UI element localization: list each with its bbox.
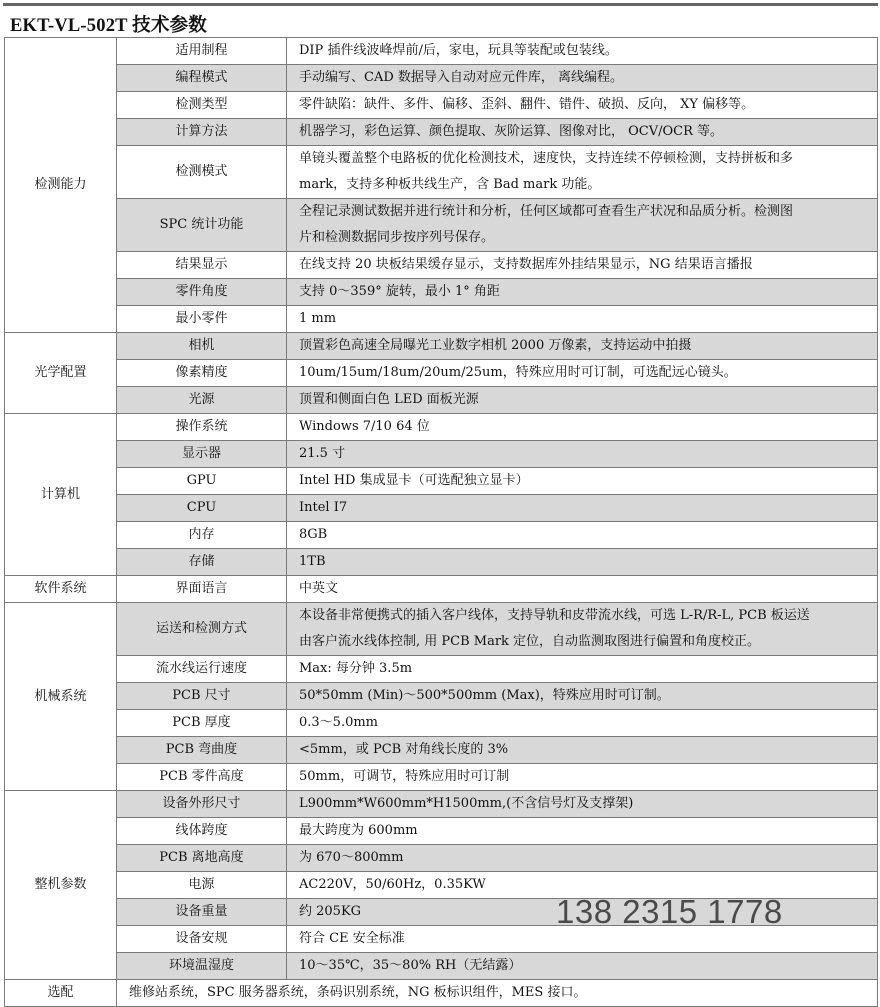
param-name-cell: 检测模式 bbox=[117, 146, 287, 199]
param-name-cell: 内存 bbox=[117, 522, 287, 549]
param-value-cell: 50*50mm (Min)～500*500mm (Max)，特殊应用时可订制。 bbox=[287, 683, 878, 710]
param-value-line: 全程记录测试数据并进行统计和分析，任何区域都可查看生产状况和品质分析。检测图 bbox=[299, 204, 794, 219]
category-cell: 机械系统 bbox=[5, 603, 117, 791]
table-row bbox=[5, 468, 878, 495]
table-row bbox=[5, 818, 878, 845]
table-row bbox=[5, 387, 878, 414]
param-name-cell: PCB 零件高度 bbox=[117, 764, 287, 791]
param-name-cell: SPC 统计功能 bbox=[117, 199, 287, 252]
table-row bbox=[5, 65, 878, 92]
param-value-line: 由客户流水线体控制, 用 PCB Mark 定位，自动监测取图进行偏置和角度校正。 bbox=[299, 634, 761, 649]
param-name-cell: 光源 bbox=[117, 387, 287, 414]
param-name-cell: 操作系统 bbox=[117, 414, 287, 441]
table-row bbox=[5, 656, 878, 683]
param-name-cell: 运送和检测方式 bbox=[117, 603, 287, 656]
table-row bbox=[5, 414, 878, 441]
param-name-cell: CPU bbox=[117, 495, 287, 522]
param-value-cell: 50mm，可调节，特殊应用时可订制 bbox=[287, 764, 878, 791]
param-value-cell: Intel I7 bbox=[287, 495, 878, 522]
param-value-cell: L900mm*W600mm*H1500mm,(不含信号灯及支撑架) bbox=[287, 791, 878, 818]
table-row bbox=[5, 252, 878, 279]
param-value-cell: 约 205KG bbox=[287, 899, 878, 926]
param-name-cell: 环境温湿度 bbox=[117, 953, 287, 980]
category-cell: 整机参数 bbox=[5, 791, 117, 980]
table-row bbox=[5, 683, 878, 710]
param-name-cell: 设备重量 bbox=[117, 899, 287, 926]
options-value-cell: 维修站系统，SPC 服务器系统，条码识别系统，NG 板标识组件，MES 接口。 bbox=[117, 980, 878, 1007]
table-row bbox=[5, 495, 878, 522]
param-value-cell: 顶置和侧面白色 LED 面板光源 bbox=[287, 387, 878, 414]
param-value-cell: Max: 每分钟 3.5m bbox=[287, 656, 878, 683]
param-name-cell: 设备安规 bbox=[117, 926, 287, 953]
param-value-cell bbox=[287, 199, 878, 252]
param-name-cell: 计算方法 bbox=[117, 119, 287, 146]
category-cell: 检测能力 bbox=[5, 38, 117, 333]
table-row bbox=[5, 119, 878, 146]
param-value-cell: <5mm，或 PCB 对角线长度的 3% bbox=[287, 737, 878, 764]
param-value-line: 本设备非常便携式的插入客户线体，支持导轨和皮带流水线，可选 L-R/R-L, PCB 板运送 bbox=[299, 608, 810, 623]
param-value-cell: 最大跨度为 600mm bbox=[287, 818, 878, 845]
param-value-line: 片和检测数据同步按序列号保存。 bbox=[299, 230, 495, 245]
spec-table bbox=[4, 37, 878, 1007]
table-row bbox=[5, 791, 878, 818]
param-value-cell: 1 mm bbox=[287, 306, 878, 333]
param-value-cell: 10～35℃，35～80% RH（无结露） bbox=[287, 953, 878, 980]
table-row bbox=[5, 980, 878, 1007]
table-row bbox=[5, 953, 878, 980]
table-row bbox=[5, 522, 878, 549]
category-cell: 计算机 bbox=[5, 414, 117, 576]
param-value-cell: 顶置彩色高速全局曝光工业数字相机 2000 万像素，支持运动中拍摄 bbox=[287, 333, 878, 360]
param-value-cell: Intel HD 集成显卡（可选配独立显卡） bbox=[287, 468, 878, 495]
param-value-cell: 零件缺陷：缺件、多件、偏移、歪斜、翻件、错件、破损、反向， XY 偏移等。 bbox=[287, 92, 878, 119]
param-value-line: mark，支持多种板共线生产，含 Bad mark 功能。 bbox=[299, 177, 601, 192]
phone-number: 138 2315 1778 bbox=[556, 893, 783, 930]
category-cell: 软件系统 bbox=[5, 576, 117, 603]
param-name-cell: 相机 bbox=[117, 333, 287, 360]
param-value-cell: 支持 0～359° 旋转，最小 1° 角距 bbox=[287, 279, 878, 306]
param-name-cell: PCB 尺寸 bbox=[117, 683, 287, 710]
param-name-cell: 结果显示 bbox=[117, 252, 287, 279]
param-value-cell: 手动编写、CAD 数据导入自动对应元件库， 离线编程。 bbox=[287, 65, 878, 92]
param-value-cell: 机器学习，彩色运算、颜色提取、灰阶运算、图像对比， OCV/OCR 等。 bbox=[287, 119, 878, 146]
table-row bbox=[5, 146, 878, 199]
param-value-cell: 在线支持 20 块板结果缓存显示，支持数据库外挂结果显示，NG 结果语言播报 bbox=[287, 252, 878, 279]
param-name-cell: 检测类型 bbox=[117, 92, 287, 119]
table-row bbox=[5, 710, 878, 737]
param-value-cell: 中英文 bbox=[287, 576, 878, 603]
param-name-cell: 设备外形尺寸 bbox=[117, 791, 287, 818]
param-name-cell: 电源 bbox=[117, 872, 287, 899]
category-cell: 选配 bbox=[5, 980, 117, 1007]
param-name-cell: 适用制程 bbox=[117, 38, 287, 65]
table-row bbox=[5, 92, 878, 119]
param-name-cell: 显示器 bbox=[117, 441, 287, 468]
table-row bbox=[5, 279, 878, 306]
table-row bbox=[5, 38, 878, 65]
table-row bbox=[5, 199, 878, 252]
table-row bbox=[5, 333, 878, 360]
param-value-cell: 8GB bbox=[287, 522, 878, 549]
page-title: EKT-VL-502T 技术参数 bbox=[10, 16, 207, 36]
param-name-cell: GPU bbox=[117, 468, 287, 495]
param-value-cell bbox=[287, 603, 878, 656]
param-value-cell: 为 670～800mm bbox=[287, 845, 878, 872]
param-value-cell: Windows 7/10 64 位 bbox=[287, 414, 878, 441]
param-value-cell: 0.3～5.0mm bbox=[287, 710, 878, 737]
table-row bbox=[5, 603, 878, 656]
table-row bbox=[5, 737, 878, 764]
param-name-cell: PCB 弯曲度 bbox=[117, 737, 287, 764]
param-name-cell: 流水线运行速度 bbox=[117, 656, 287, 683]
table-row bbox=[5, 360, 878, 387]
param-name-cell: 存储 bbox=[117, 549, 287, 576]
param-name-cell: 零件角度 bbox=[117, 279, 287, 306]
param-name-cell: PCB 厚度 bbox=[117, 710, 287, 737]
table-row bbox=[5, 549, 878, 576]
param-name-cell: PCB 离地高度 bbox=[117, 845, 287, 872]
param-value-cell: AC220V，50/60Hz，0.35KW bbox=[287, 872, 878, 899]
param-value-cell: 1TB bbox=[287, 549, 878, 576]
param-name-cell: 最小零件 bbox=[117, 306, 287, 333]
param-value-cell: DIP 插件线波峰焊前/后，家电，玩具等装配或包装线。 bbox=[287, 38, 878, 65]
table-row bbox=[5, 764, 878, 791]
param-name-cell: 线体跨度 bbox=[117, 818, 287, 845]
param-name-cell: 像素精度 bbox=[117, 360, 287, 387]
param-value-cell: 21.5 寸 bbox=[287, 441, 878, 468]
param-value-cell bbox=[287, 146, 878, 199]
table-row bbox=[5, 845, 878, 872]
param-name-cell: 编程模式 bbox=[117, 65, 287, 92]
param-value-cell: 10um/15um/18um/20um/25um，特殊应用时可订制，可选配远心镜头。 bbox=[287, 360, 878, 387]
param-value-cell: 符合 CE 安全标准 bbox=[287, 926, 878, 953]
category-cell: 光学配置 bbox=[5, 333, 117, 414]
table-row bbox=[5, 441, 878, 468]
top-rule bbox=[3, 3, 878, 6]
param-value-line: 单镜头覆盖整个电路板的优化检测技术，速度快，支持连续不停顿检测，支持拼板和多 bbox=[299, 151, 794, 166]
table-row bbox=[5, 576, 878, 603]
param-name-cell: 界面语言 bbox=[117, 576, 287, 603]
table-row bbox=[5, 306, 878, 333]
